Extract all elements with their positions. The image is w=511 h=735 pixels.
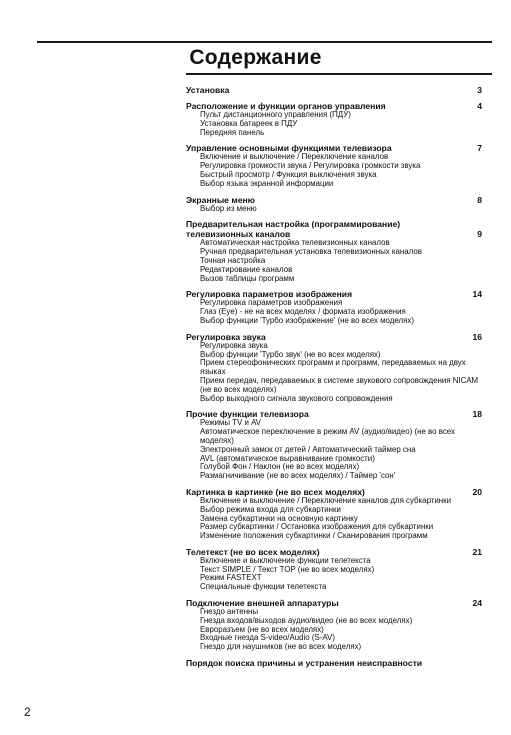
toc-item: Установка батареек в ПДУ <box>200 118 298 128</box>
toc-item: Пульт дистанционного управления (ПДУ) <box>200 110 351 119</box>
page-number: 2 <box>24 705 31 719</box>
toc-item: Выбор функции 'Турбо изображение' (не во всех моделях) <box>200 315 414 325</box>
toc-section <box>186 101 482 137</box>
toc-section-page: 9 <box>477 229 482 240</box>
toc-item: Включение и выключение / Переключение каналов для субкартинки <box>200 495 452 505</box>
toc-section <box>186 547 482 592</box>
toc-section-page: 18 <box>472 409 482 420</box>
toc-item: Выбор функции 'Турбо звук' (не во всех моделях) <box>200 349 381 359</box>
toc-section-title: Управление основными функциями телевизора <box>186 143 392 154</box>
toc-item: Выбор выходного сигнала звукового сопровождения <box>200 393 393 403</box>
toc-item: Регулировка параметров изображения <box>200 298 343 308</box>
toc-item: Замена субкартинки на основную картинку <box>200 513 358 523</box>
toc-item: Прием передач, передаваемых в системе звукового сопровождения NICAM (не во всех моделях) <box>200 375 479 394</box>
toc-item-list <box>186 608 482 652</box>
toc-item: Гнездо антенны <box>200 607 259 617</box>
toc-section-title: Экранные меню <box>186 194 255 205</box>
toc-item: Регулировка громкости звука / Регулировка громкости звука <box>200 161 421 171</box>
toc-section-heading <box>186 658 482 668</box>
toc-item: Голубой Фон / Наклон (не во всех моделях) <box>200 462 360 472</box>
toc-item: Входные гнезда S-video/Audio (S-AV) <box>200 633 335 643</box>
toc-section-title: Расположение и функции органов управления <box>186 101 386 111</box>
toc-section <box>186 143 482 188</box>
toc-item: Автоматическое переключение в режим AV (аудио/видео) (не во всех моделях) <box>200 427 455 445</box>
toc-section <box>186 85 482 95</box>
toc-section <box>186 598 482 652</box>
toc-item: Специальные функции телетекста <box>200 582 327 592</box>
toc-item: Евроразъем (не во всех моделях) <box>200 624 324 634</box>
toc-item: Прием стереофонических программ и программ, передаваемых на двух языках <box>200 358 466 377</box>
toc-item: Выбор из меню <box>200 203 257 213</box>
toc-section <box>186 409 482 481</box>
toc-item: Размагничивание (не во всех моделях) / Таймер 'сон' <box>200 471 396 481</box>
toc-section-page: 21 <box>472 546 482 557</box>
toc-section-page: 7 <box>477 143 482 154</box>
toc-section-page: 20 <box>472 486 482 497</box>
toc-section-page: 14 <box>472 289 482 300</box>
toc-item: Ручная предварительная установка телевизионных каналов <box>200 247 422 257</box>
toc-item: Редактирование каналов <box>200 264 293 274</box>
toc-item: Размер субкартинки / Остановка изображения для субкартинки <box>200 522 434 532</box>
toc-item: Автоматическая настройка телевизионных каналов <box>200 238 390 248</box>
toc-item: Включение и выключение / Переключение каналов <box>200 152 389 162</box>
toc-section <box>186 219 482 283</box>
toc-section-title: Телетекст (не во всех моделях) <box>186 546 320 557</box>
toc-item: Изменение положения субкартинки / Сканирования программ <box>200 531 428 541</box>
toc-item-list <box>186 299 482 325</box>
title-underline <box>186 73 492 75</box>
toc-item: Режимы TV и AV <box>200 418 262 428</box>
toc-section-title: Регулировка параметров изображения <box>186 289 353 300</box>
toc-item-list <box>186 342 482 404</box>
toc-section <box>186 289 482 325</box>
toc-item: Режим FASTEXT <box>200 573 262 583</box>
toc-section-title: Регулировка звука <box>186 331 266 342</box>
toc-item: AVL (автоматическое выравнивание громкости) <box>200 453 375 463</box>
toc-section <box>186 332 482 404</box>
toc-section-heading <box>186 85 482 95</box>
toc-section-title: Прочие функции телевизора <box>186 409 309 420</box>
toc-section-title: Предварительная настройка (программирование) телевизионных каналов <box>186 219 401 240</box>
toc-section-page: 8 <box>477 194 482 205</box>
toc-section-title: Установка <box>186 85 230 95</box>
top-rule <box>37 41 492 43</box>
toc-item-list <box>186 419 482 481</box>
toc-item: Гнездо для наушников (не во всех моделях) <box>200 642 362 652</box>
table-of-contents <box>186 85 482 674</box>
toc-section <box>186 658 482 668</box>
toc-item: Вызов таблицы программ <box>200 273 295 283</box>
toc-item: Текст SIMPLE / Текст TOP (не во всех моделях) <box>200 564 375 574</box>
toc-item: Гнезда входов/выходов аудио/видео (не во всех моделях) <box>200 615 413 625</box>
page-title: Содержание <box>189 46 322 69</box>
toc-section-title: Подключение внешней аппаратуры <box>186 598 339 609</box>
toc-item-list <box>186 239 482 283</box>
toc-item: Глаз (Eye) - не на всех моделях / формата изображения <box>200 307 406 317</box>
toc-item: Точная настройка <box>200 255 266 265</box>
toc-item: Включение и выключение функции телетекста <box>200 555 371 565</box>
toc-section-page: 16 <box>472 331 482 342</box>
toc-item: Регулировка звука <box>200 340 268 350</box>
toc-section-title: Картинка в картинке (не во всех моделях) <box>186 486 365 497</box>
toc-item-list <box>186 111 482 137</box>
toc-item-list <box>186 497 482 541</box>
toc-section-title: Порядок поиска причины и устранения неисправности <box>186 658 423 669</box>
toc-item: Передняя панель <box>200 127 265 137</box>
toc-item: Быстрый просмотр / Функция выключения звука <box>200 169 377 179</box>
toc-section-page: 3 <box>477 85 482 95</box>
toc-item-list <box>186 153 482 188</box>
toc-section-heading <box>186 219 482 239</box>
toc-section <box>186 487 482 541</box>
toc-item: Электронный замок от детей / Автоматический таймер сна <box>200 444 416 454</box>
toc-item: Выбор режима входа для субкартинки <box>200 504 341 514</box>
toc-item: Выбор языка экранной информации <box>200 178 334 188</box>
toc-item-list <box>186 557 482 592</box>
toc-section <box>186 195 482 214</box>
toc-section-page: 24 <box>472 598 482 609</box>
toc-section-page: 4 <box>477 101 482 111</box>
toc-item-list <box>186 205 482 214</box>
